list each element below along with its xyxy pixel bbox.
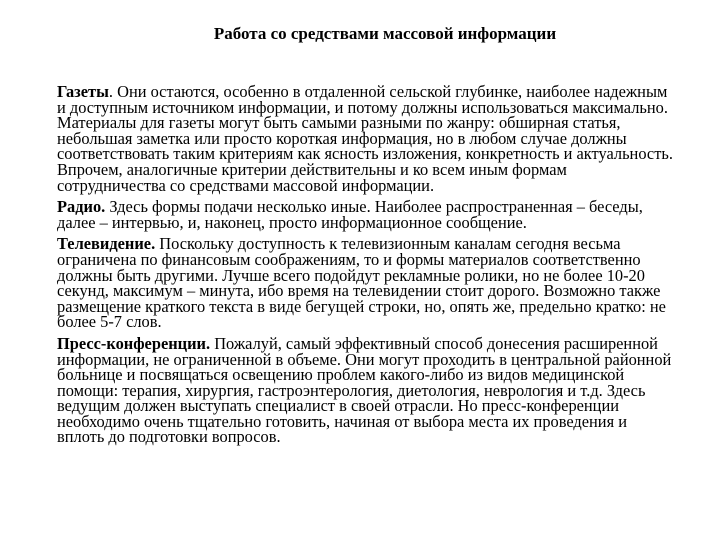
paragraph-text: Здесь формы подачи несколько иные. Наиболее распространенная – беседы, далее – интервью, и, наконец, просто информационное сообщение. [57,197,643,232]
slide-body [57,84,677,451]
paragraph-press-conferences [57,333,677,447]
paragraph-lead: Телевидение. [57,234,156,254]
paragraph-radio [57,199,677,230]
paragraph-television [57,236,677,330]
paragraph-lead: Пресс-конференции. [57,333,211,353]
paragraph-lead: Газеты [57,82,109,101]
slide-title: Работа со средствами массовой информации [213,24,557,43]
paragraph-text: Пожалуй, самый эффективный способ донесения расширенной информации, не ограниченной в объеме. Они могут проходить в центральной районной больнице и посвящаться освещению проблем какого-либо из видов медицинской помощи: терапия, хирургия, гастроэнтерология, диетология, неврология и т.д. Здесь ведущим должен выступать специалист в своей отрасли. Но пресс-конференции необходимо очень тщательно готовить, начиная от выбора места их проведения и вплоть до подготовки вопросов. [57,333,672,447]
paragraph-newspapers [57,84,677,193]
paragraph-text: . Они остаются, особенно в отдаленной сельской глубинке, наиболее надежным и доступным источником информации, и потому должны использоваться максимально. Материалы для газеты могут быть самыми разными по жанру: обширная статья, небольшая заметка или просто короткая информация, но в любом случае должны соответствовать таким критериям как ясность изложения, конкретность и актуальность. Впрочем, аналогичные критерии действительны и ко всем иным формам сотрудничества со средствами массовой информации. [57,82,673,195]
paragraph-text: Поскольку доступность к телевизионным каналам сегодня весьма ограничена по финансовым соображениям, то и формы материалов соответственно должны быть другими. Лучше всего подойдут рекламные ролики, но не более 10-20 секунд, максимум – минута, ибо время на телевидении стоит дорого. Возможно также размещение краткого текста в виде бегущей строки, но, опять же, предельно кратко: не более 5-7 слов. [57,234,666,332]
paragraph-lead: Радио. [57,197,106,217]
